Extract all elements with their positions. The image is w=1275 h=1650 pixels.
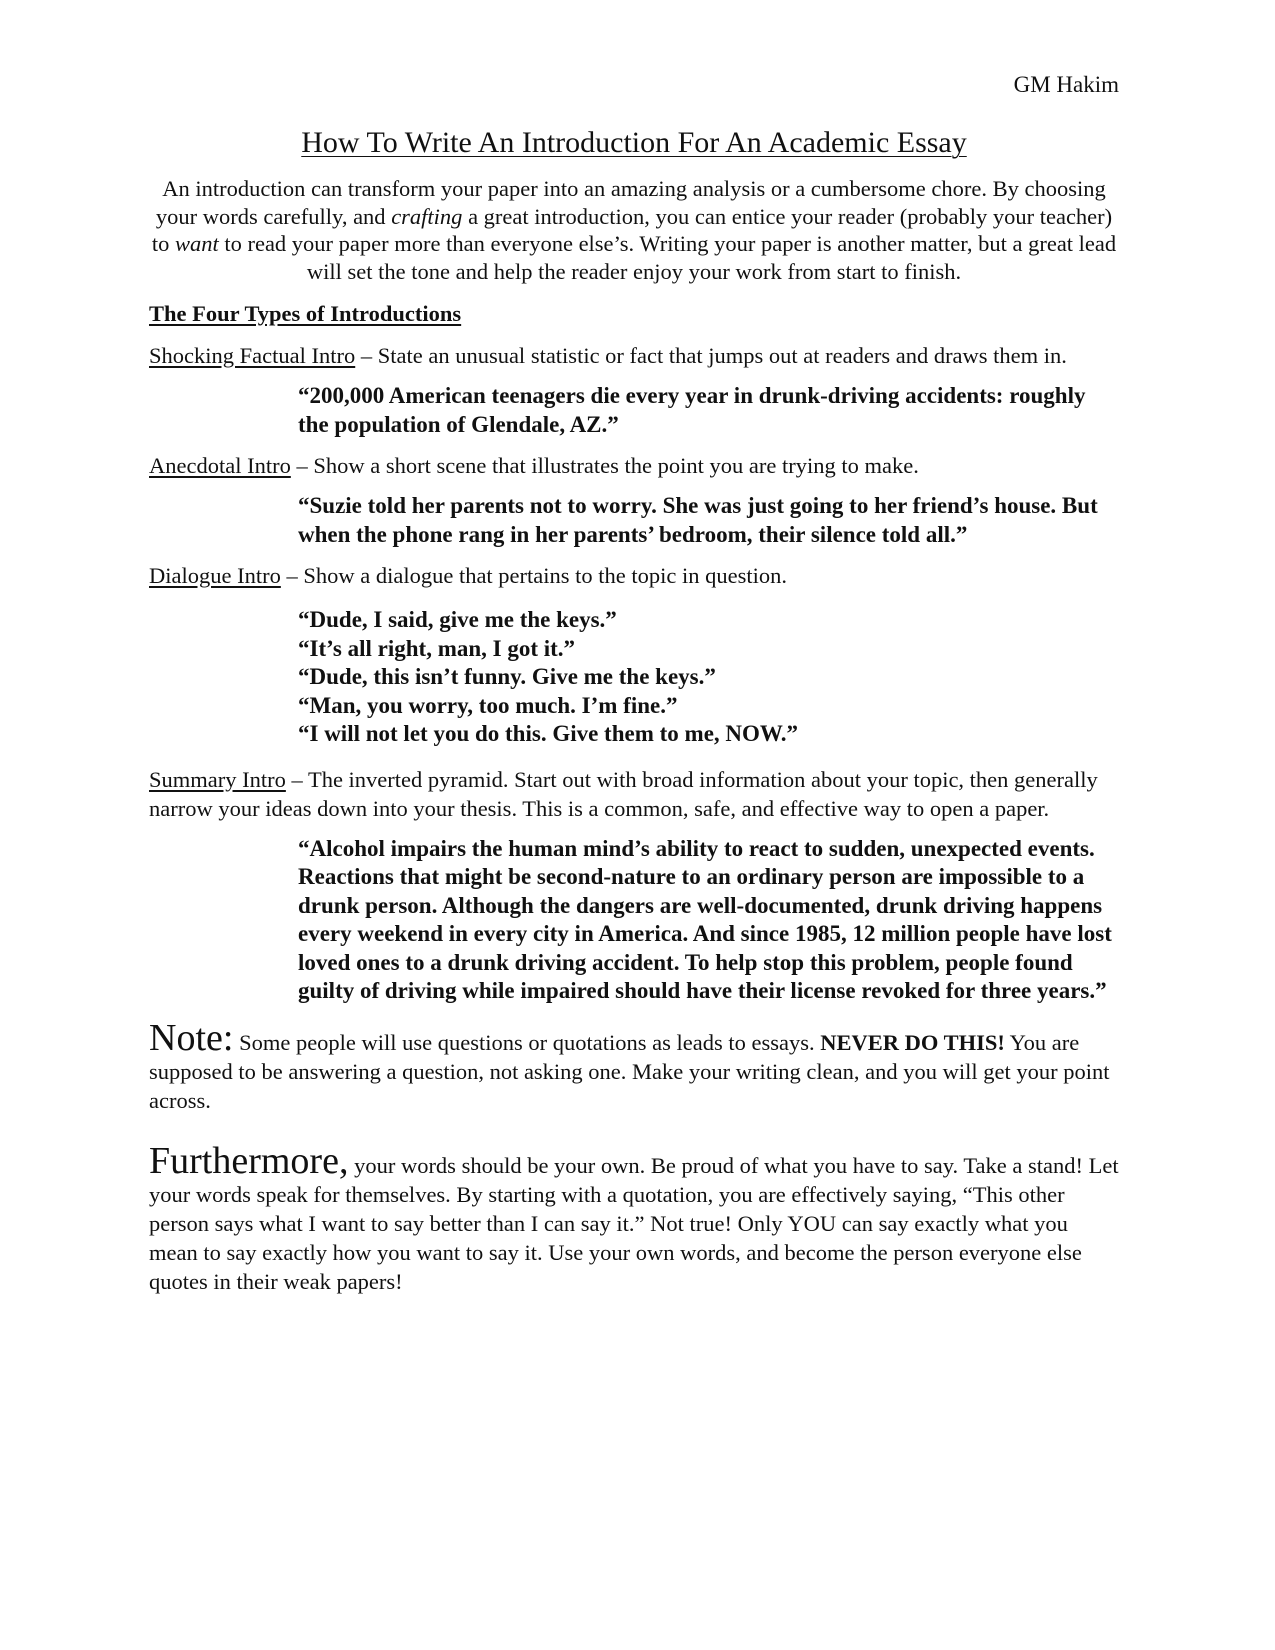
type-summary-name: Summary Intro <box>149 766 286 792</box>
type-summary-desc: – The inverted pyramid. Start out with broad information about your topic, then generally narrow your ideas down into your thesis. This is a common, safe, and effective way to open a paper. <box>149 766 1098 821</box>
furthermore-paragraph <box>149 1139 1119 1296</box>
type-dialogue <box>149 561 1119 590</box>
dialogue-line: “Man, you worry, too much. I’m fine.” <box>298 692 678 718</box>
note-paragraph <box>149 1016 1119 1115</box>
author-name: GM Hakim <box>1013 72 1119 97</box>
type-anecdotal-name: Anecdotal Intro <box>149 453 291 478</box>
type-dialogue-example <box>298 606 1119 749</box>
dialogue-line: “Dude, this isn’t funny. Give me the keys.” <box>298 664 716 689</box>
dialogue-line: “I will not let you do this. Give them to me, NOW.” <box>298 721 799 746</box>
type-anecdotal-example: “Suzie told her parents not to worry. She was just going to her friend’s house. But when the phone rang in her parents’ bedroom, their silence told all.” <box>298 493 1098 547</box>
note-text-1: Some people will use questions or quotations as leads to essays. <box>233 1029 821 1055</box>
type-anecdotal <box>149 451 1119 480</box>
furthermore-text: your words should be your own. Be proud of what you have to say. Take a stand! Let your words speak for themselves. By starting with a quotation, you are effectively saying, “This other person says what I want to say better than I can say it.” Not true! Only YOU can say exactly what you mean to say exactly how you want to say it. Use your own words, and become the person everyone else quotes in their weak papers! <box>149 1152 1119 1294</box>
intro-emphasis-crafting: crafting <box>391 203 463 229</box>
type-dialogue-desc: – Show a dialogue that pertains to the topic in question. <box>280 563 788 588</box>
note-text-2: You are supposed to be answering a question, not asking one. Make your writing clean, and you will get your point across. <box>149 1029 1110 1113</box>
type-shocking-desc: – State an unusual statistic or fact that jumps out at readers and draws them in. <box>355 343 1067 368</box>
furthermore-label: Furthermore, <box>149 1139 349 1182</box>
type-summary-example: “Alcohol impairs the human mind’s ability to react to sudden, unexpected events. Reactions that might be second-nature to an ordinary person are impossible to a drunk person. Although the dangers are well-documented, drunk driving happens every weekend in every city in America. And since 1985, 12 million people have lost loved ones to a drunk driving accident. To help stop this problem, people found guilty of driving while impaired should have their license revoked for three years.” <box>298 835 1112 1003</box>
note-label: Note: <box>149 1016 234 1059</box>
type-shocking-example: “200,000 American teenagers die every year in drunk-driving accidents: roughly the population of Glendale, AZ.” <box>298 383 1086 437</box>
intro-paragraph <box>149 175 1119 285</box>
dialogue-line: “Dude, I said, give me the keys.” <box>298 607 617 632</box>
intro-emphasis-want: want <box>174 231 219 256</box>
type-anecdotal-desc: – Show a short scene that illustrates the point you are trying to make. <box>290 453 919 478</box>
document-page <box>149 70 1119 1296</box>
intro-text-3: to read your paper more than everyone else’s. Writing your paper is another matter, but a great lead will set the tone and help the reader enjoy your work from start to finish. <box>218 231 1117 284</box>
dialogue-line: “It’s all right, man, I got it.” <box>298 635 576 661</box>
type-shocking-name: Shocking Factual Intro <box>149 343 356 368</box>
section-heading: The Four Types of Introductions <box>149 301 462 326</box>
page-title: How To Write An Introduction For An Academic Essay <box>301 126 967 159</box>
intro-text-2: a great introduction, you can entice your reader (probably your teacher) to <box>151 203 1113 256</box>
type-summary <box>149 765 1119 823</box>
intro-text-1: An introduction can transform your paper into an amazing analysis or a cumbersome chore. By choosing your words carefully, and <box>155 176 1106 229</box>
type-shocking <box>149 341 1119 370</box>
type-dialogue-name: Dialogue Intro <box>149 563 281 588</box>
note-warning: NEVER DO THIS! <box>820 1029 1005 1055</box>
